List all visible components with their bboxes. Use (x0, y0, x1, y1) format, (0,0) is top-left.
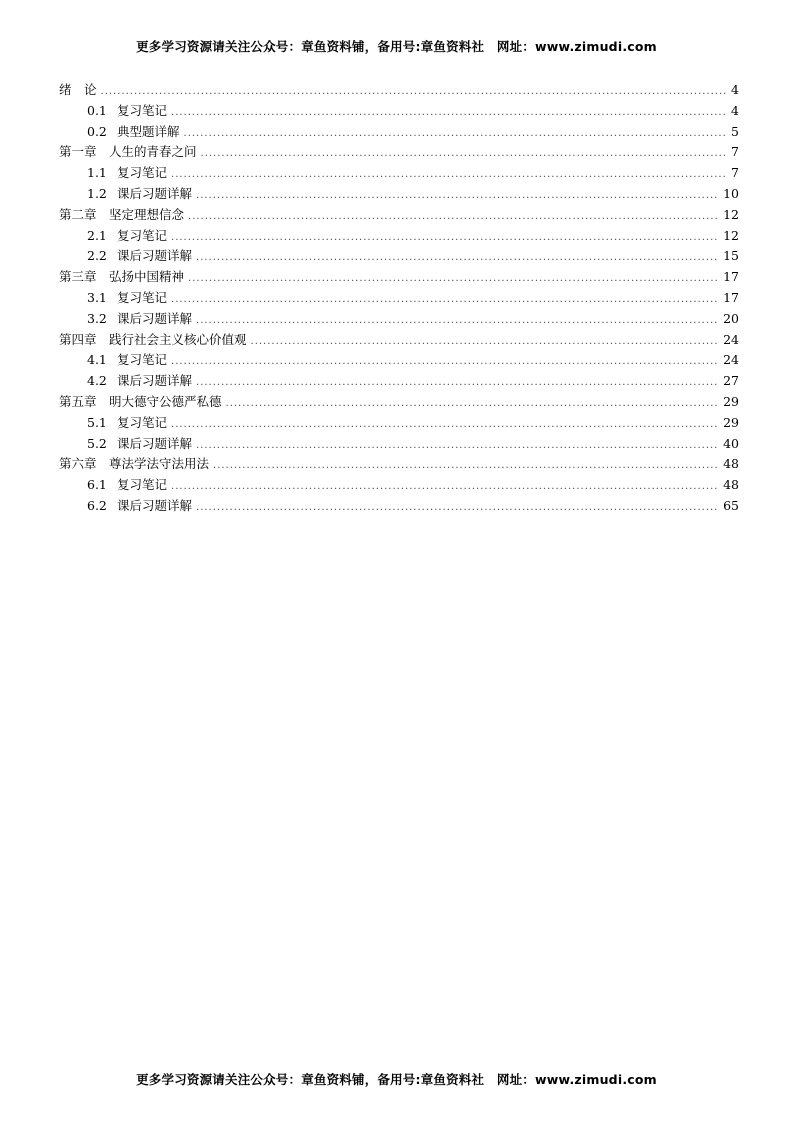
toc-entry-title: 复习笔记 (117, 414, 168, 430)
toc-entry-number: 1.1 (87, 165, 107, 181)
dot-leader (226, 394, 720, 415)
toc-entry-title: 典型题详解 (117, 123, 180, 139)
toc-entry-section[interactable] (59, 122, 739, 143)
toc-entry-number: 3.1 (87, 289, 107, 305)
toc-entry-chapter[interactable] (59, 142, 739, 163)
dot-leader (171, 103, 727, 124)
toc-entry-section[interactable] (59, 184, 739, 205)
dot-leader (188, 207, 719, 228)
dot-leader (213, 456, 719, 477)
toc-entry-section[interactable] (59, 309, 739, 330)
toc-entry-page-number: 5 (731, 123, 739, 139)
toc-entry-number: 2.1 (87, 227, 107, 243)
toc-entry-page-number: 7 (731, 144, 739, 160)
dot-leader (251, 332, 720, 353)
toc-entry-page-number: 4 (731, 82, 739, 97)
toc-entry-page-number: 24 (723, 331, 739, 347)
dot-leader (171, 165, 727, 186)
dot-leader (171, 228, 719, 249)
toc-entry-section[interactable] (59, 475, 739, 496)
toc-entry-page-number: 17 (723, 269, 739, 285)
toc-entry-section[interactable] (59, 371, 739, 392)
toc-entry-chapter[interactable] (59, 267, 739, 288)
toc-entry-title: 课后习题详解 (117, 373, 193, 389)
dot-leader (184, 124, 728, 145)
toc-entry-chapter[interactable] (59, 330, 739, 351)
toc-entry-title: 复习笔记 (117, 102, 168, 118)
toc-entry-title: 复习笔记 (117, 227, 168, 243)
toc-entry-page-number: 20 (723, 310, 739, 326)
dot-leader (196, 186, 719, 207)
toc-entry-title: 绪 论 (59, 82, 97, 97)
toc-entry-section[interactable] (59, 288, 739, 309)
dot-leader (101, 82, 728, 103)
toc-entry-title: 课后习题详解 (117, 497, 193, 513)
toc-entry-title: 复习笔记 (117, 477, 168, 493)
toc-entry-page-number: 65 (723, 497, 739, 513)
toc-entry-number: 0.2 (87, 123, 107, 139)
toc-entry-section[interactable] (59, 101, 739, 122)
toc-entry-title: 第二章 坚定理想信念 (59, 206, 185, 222)
toc-entry-title: 第一章 人生的青春之问 (59, 144, 197, 160)
dot-leader (196, 248, 719, 269)
toc-entry-chapter[interactable] (59, 392, 739, 413)
toc-entry-page-number: 15 (723, 248, 739, 264)
toc-entry-title: 课后习题详解 (117, 310, 193, 326)
toc-entry-page-number: 29 (723, 393, 739, 409)
toc-entry-section[interactable] (59, 226, 739, 247)
toc-entry-page-number: 40 (723, 435, 739, 451)
toc-entry-page-number: 48 (723, 456, 739, 472)
toc-entry-number: 5.2 (87, 435, 107, 451)
toc-entry-number: 4.1 (87, 352, 107, 368)
toc-entry-number: 3.2 (87, 310, 107, 326)
toc-entry-number: 6.2 (87, 497, 107, 513)
toc-entry-number: 5.1 (87, 414, 107, 430)
toc-entry-section[interactable] (59, 434, 739, 455)
toc-entry-section[interactable] (59, 413, 739, 434)
toc-entry-section[interactable] (59, 246, 739, 267)
dot-leader (171, 415, 719, 436)
toc-entry-section[interactable] (59, 163, 739, 184)
toc-entry-title: 课后习题详解 (117, 185, 193, 201)
footer-banner: 更多学习资源请关注公众号：章鱼资料铺，备用号:章鱼资料社 网址：www.zimudi.com (136, 1072, 657, 1087)
toc-entry-number: 2.2 (87, 248, 107, 264)
dot-leader (196, 311, 719, 332)
dot-leader (188, 269, 719, 290)
toc-entry-page-number: 10 (723, 185, 739, 201)
dot-leader (171, 477, 719, 498)
toc-entry-chapter[interactable] (59, 80, 739, 101)
toc-entry-title: 课后习题详解 (117, 435, 193, 451)
dot-leader (196, 373, 719, 394)
toc-entry-number: 4.2 (87, 373, 107, 389)
toc-entry-chapter[interactable] (59, 454, 739, 475)
dot-leader (196, 498, 719, 519)
toc-entry-section[interactable] (59, 350, 739, 371)
toc-entry-page-number: 17 (723, 289, 739, 305)
toc-entry-title: 第四章 践行社会主义核心价值观 (59, 331, 247, 347)
toc-entry-page-number: 27 (723, 373, 739, 389)
toc-entry-title: 课后习题详解 (117, 248, 193, 264)
toc-entry-title: 复习笔记 (117, 289, 168, 305)
toc-entry-title: 第五章 明大德守公德严私德 (59, 393, 222, 409)
toc-entry-chapter[interactable] (59, 205, 739, 226)
dot-leader (171, 290, 719, 311)
dot-leader (171, 352, 719, 373)
dot-leader (201, 144, 728, 165)
toc-entry-number: 6.1 (87, 477, 107, 493)
toc-entry-page-number: 12 (723, 227, 739, 243)
toc-entry-number: 0.1 (87, 102, 107, 118)
toc-entry-page-number: 7 (731, 165, 739, 181)
toc-entry-page-number: 12 (723, 206, 739, 222)
toc-entry-section[interactable] (59, 496, 739, 517)
toc-entry-number: 1.2 (87, 185, 107, 201)
toc-entry-title: 第三章 弘扬中国精神 (59, 269, 185, 285)
toc-entry-title: 复习笔记 (117, 352, 168, 368)
toc-entry-page-number: 48 (723, 477, 739, 493)
toc-entry-page-number: 4 (731, 102, 739, 118)
table-of-contents (59, 80, 739, 517)
toc-entry-title: 第六章 尊法学法守法用法 (59, 456, 210, 472)
header-banner: 更多学习资源请关注公众号：章鱼资料铺，备用号:章鱼资料社 网址：www.zimudi.com (136, 39, 657, 54)
dot-leader (196, 436, 719, 457)
toc-entry-page-number: 24 (723, 352, 739, 368)
toc-entry-page-number: 29 (723, 414, 739, 430)
toc-entry-title: 复习笔记 (117, 165, 168, 181)
